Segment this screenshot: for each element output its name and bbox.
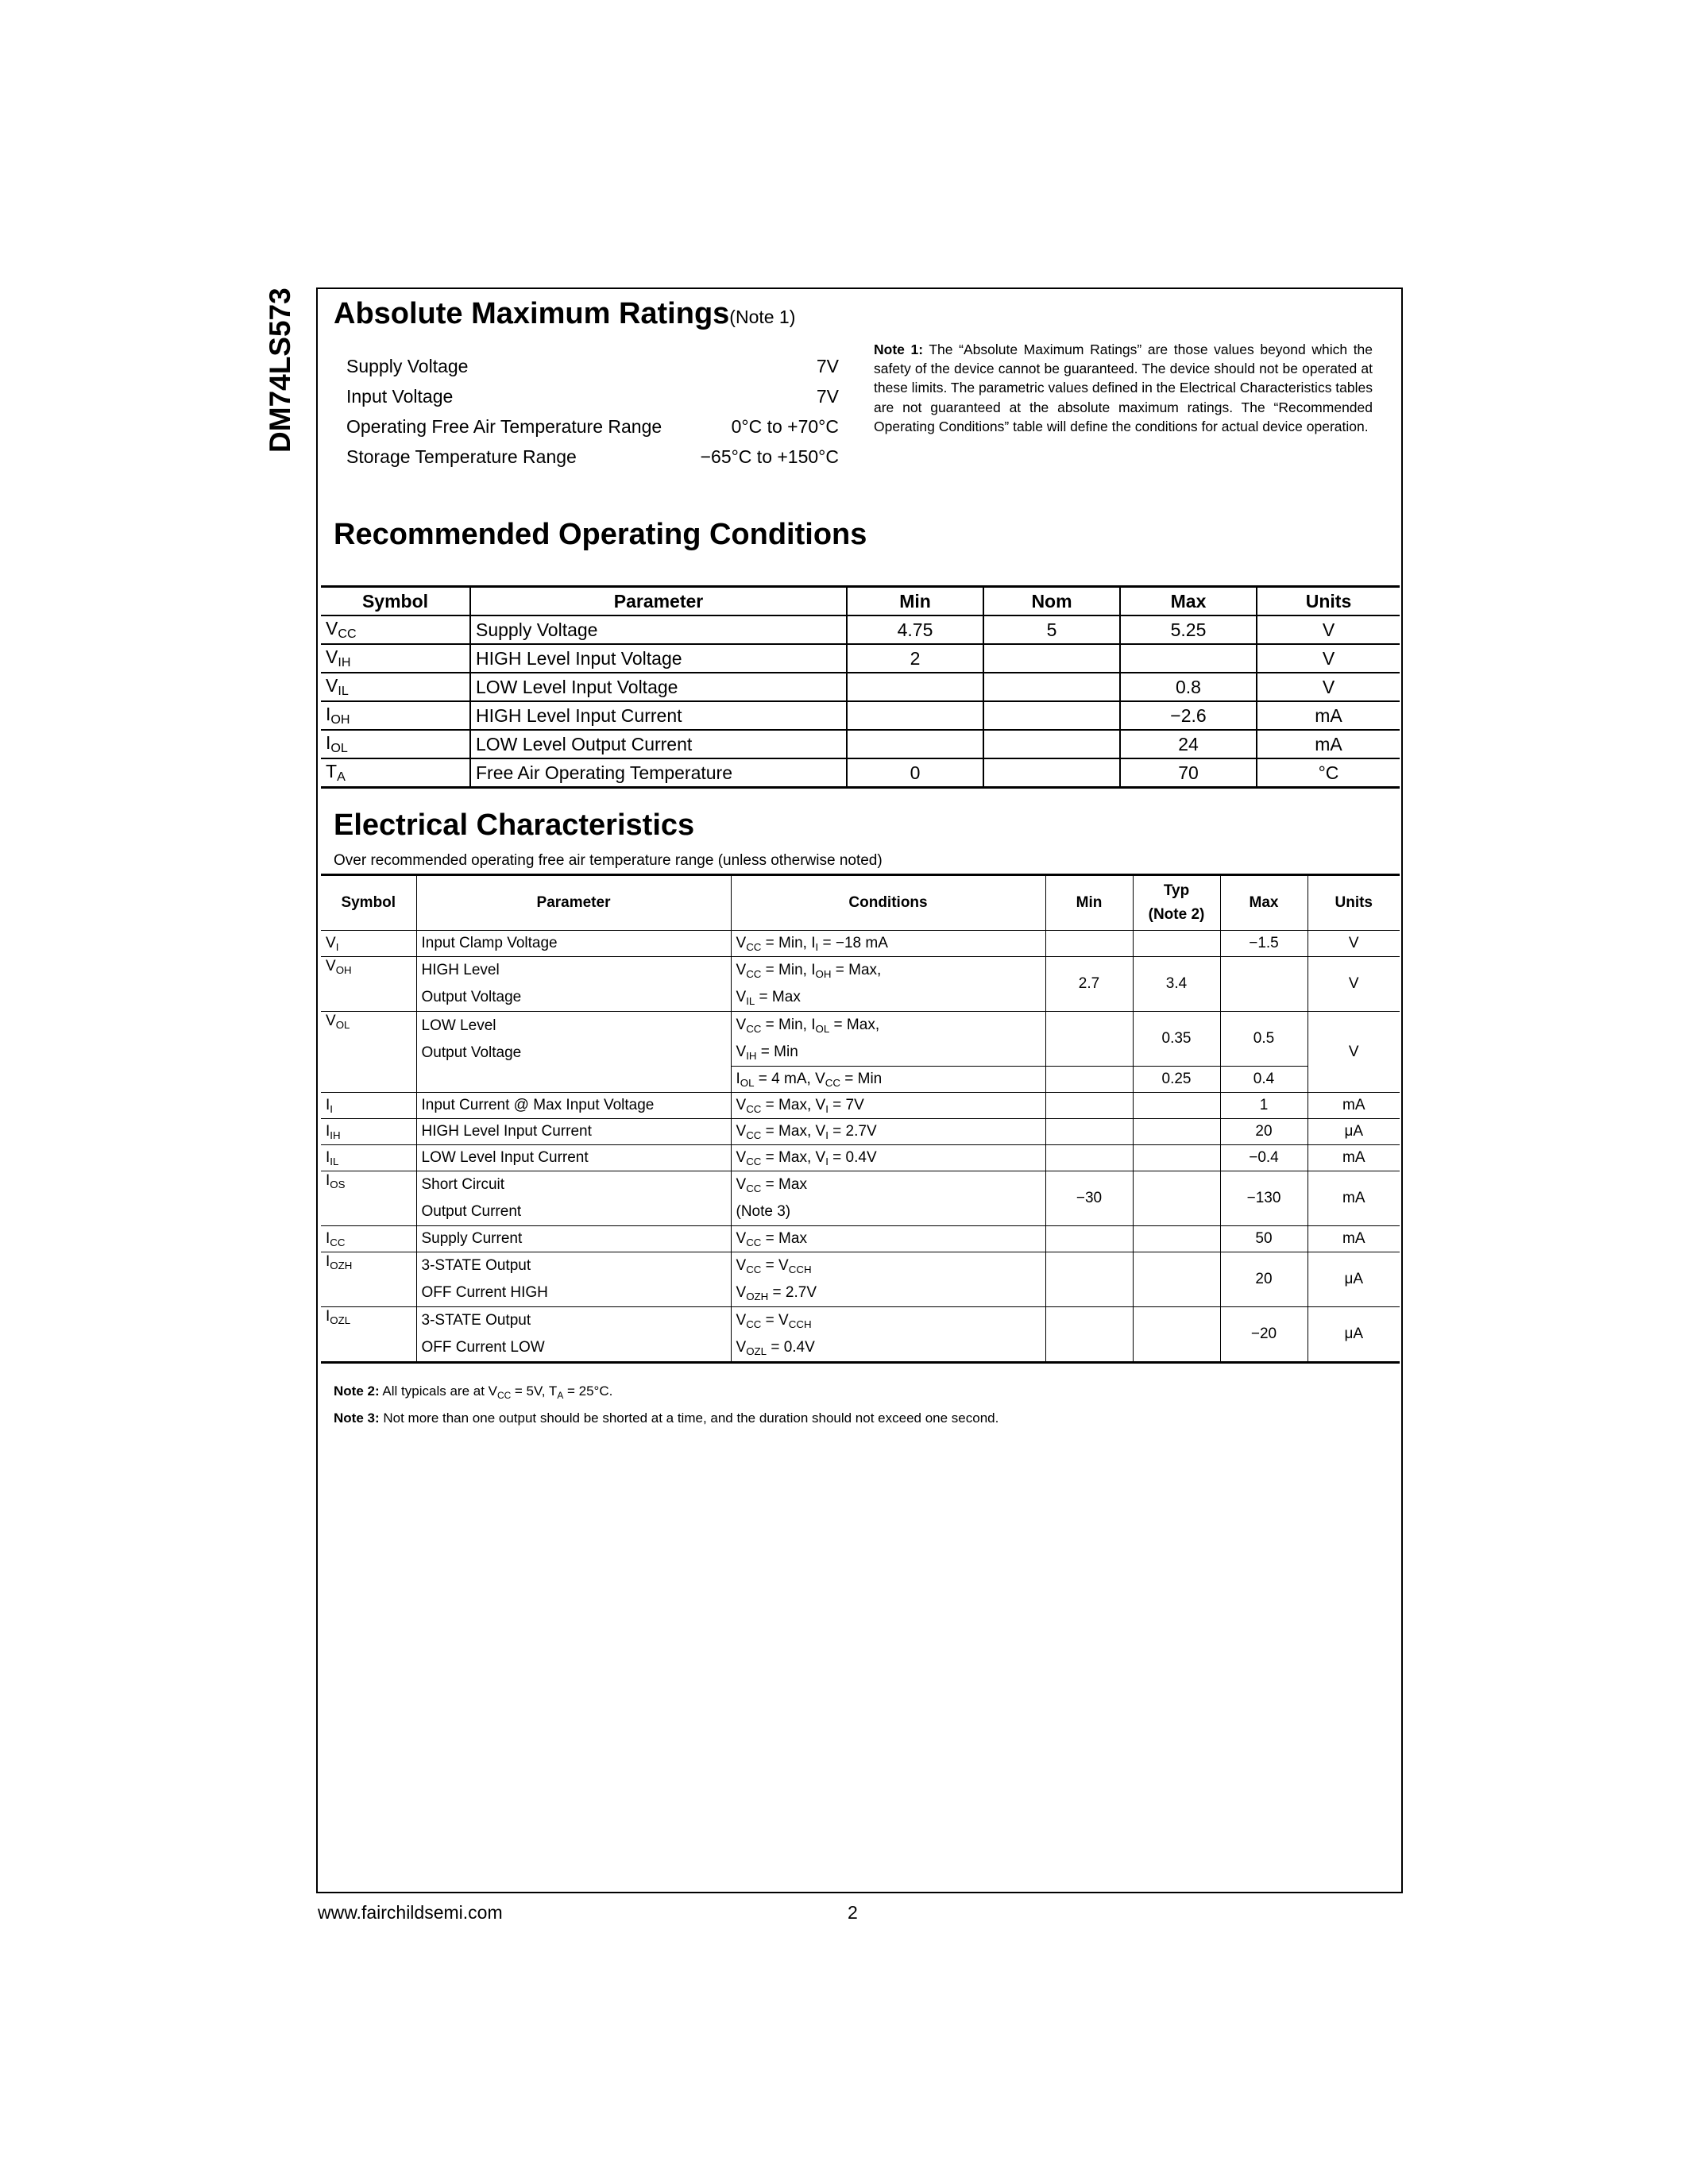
- note-2: Note 2: All typicals are at $V_{CC} = 5V$, $T_A = 25^\circ C$.: [334, 1383, 613, 1401]
- side-part-number: DM74LS573: [264, 287, 296, 453]
- table-row: $V_{IH}$ HIGH Level Input Voltage 2 V: [321, 644, 1400, 673]
- amr-row: Input Voltage 7V: [346, 385, 839, 407]
- table-row: $I_{OS}$ Short Circuit Output Current $V_{CC}$ = Max (Note 3) −30 −130 mA: [321, 1171, 1400, 1226]
- amr-title: Absolute Maximum Ratings(Note 1): [334, 297, 796, 330]
- page-number: 2: [848, 1902, 858, 1923]
- table-row: $V_{OL}$ LOW Level Output Voltage $V_{CC}$ = Min, $I_{OL}$ = Max, $V_{IH}$ = Min 0.35 0.5 V: [321, 1012, 1400, 1067]
- table-row: $V_{CC}$ Supply Voltage 4.75 5 5.25 V: [321, 615, 1400, 644]
- table-row: $I_{CC}$ Supply Current $V_{CC}$ = Max 50 mA: [321, 1226, 1400, 1252]
- amr-list: [346, 351, 839, 472]
- table-row: $I_{OZL}$ 3-STATE Output OFF Current LOW $V_{CC} = V_{CCH}$ $V_{OZL} = 0.4V$ −20 μA: [321, 1307, 1400, 1363]
- table-row: $V_{OH}$ HIGH Level Output Voltage $V_{CC}$ = Min, $I_{OH}$ = Max, $V_{IL}$ = Max 2.7 3.4 V: [321, 957, 1400, 1012]
- table-row: $I_{IH}$ HIGH Level Input Current $V_{CC}$ = Max, $V_I = 2.7V$ 20 μA: [321, 1119, 1400, 1145]
- ec-table: [321, 874, 1400, 1364]
- roc-header-row: Symbol Parameter Min Nom Max Units: [321, 587, 1400, 616]
- roc-table: [321, 585, 1400, 789]
- table-row: $I_{OL}$ LOW Level Output Current 24 mA: [321, 730, 1400, 758]
- footer-url[interactable]: www.fairchildsemi.com: [318, 1902, 503, 1923]
- table-row: $I_{OH}$ HIGH Level Input Current −2.6 mA: [321, 701, 1400, 730]
- table-row: $V_I$ Input Clamp Voltage $V_{CC}$ = Min, $I_I = -18$ mA −1.5 V: [321, 931, 1400, 957]
- table-row: $V_{IL}$ LOW Level Input Voltage 0.8 V: [321, 673, 1400, 701]
- table-row: $T_A$ Free Air Operating Temperature 0 70 °C: [321, 758, 1400, 788]
- ec-subtitle: Over recommended operating free air temperature range (unless otherwise noted): [334, 852, 883, 869]
- amr-row: Storage Temperature Range −65°C to +150°C: [346, 446, 839, 467]
- amr-note-ref: (Note 1): [729, 307, 796, 327]
- amr-row: Operating Free Air Temperature Range 0°C to +70°C: [346, 415, 839, 437]
- note-3: Note 3: Not more than one output should be shorted at a time, and the duration should not exceed one second.: [334, 1410, 999, 1426]
- table-row: $I_{OL} = 4$ mA, $V_{CC}$ = Min 0.25 0.4: [321, 1067, 1400, 1093]
- table-row: $I_{IL}$ LOW Level Input Current $V_{CC}$ = Max, $V_I = 0.4V$ −0.4 mA: [321, 1145, 1400, 1171]
- table-row: $I_I$ Input Current @ Max Input Voltage $V_{CC}$ = Max, $V_I = 7V$ 1 mA: [321, 1093, 1400, 1119]
- roc-title: Recommended Operating Conditions: [334, 518, 867, 551]
- ec-title: Electrical Characteristics: [334, 808, 695, 842]
- amr-row: Supply Voltage 7V: [346, 355, 839, 376]
- ec-header-row: Symbol Parameter Conditions Min Typ (Note 2) Max Units: [321, 875, 1400, 931]
- note-1: Note 1: The “Absolute Maximum Ratings” are those values beyond which the safety of the device cannot be guaranteed. The device should not be operated at these limits. The parametric values defined in the Electrical Characteristics tables are not guaranteed at the absolute maximum ratings. The “Recommended Operating Conditions” table will define the conditions for actual device operation.: [874, 341, 1373, 434]
- table-row: $I_{OZH}$ 3-STATE Output OFF Current HIGH $V_{CC} = V_{CCH}$ $V_{OZH} = 2.7V$ 20 μA: [321, 1252, 1400, 1307]
